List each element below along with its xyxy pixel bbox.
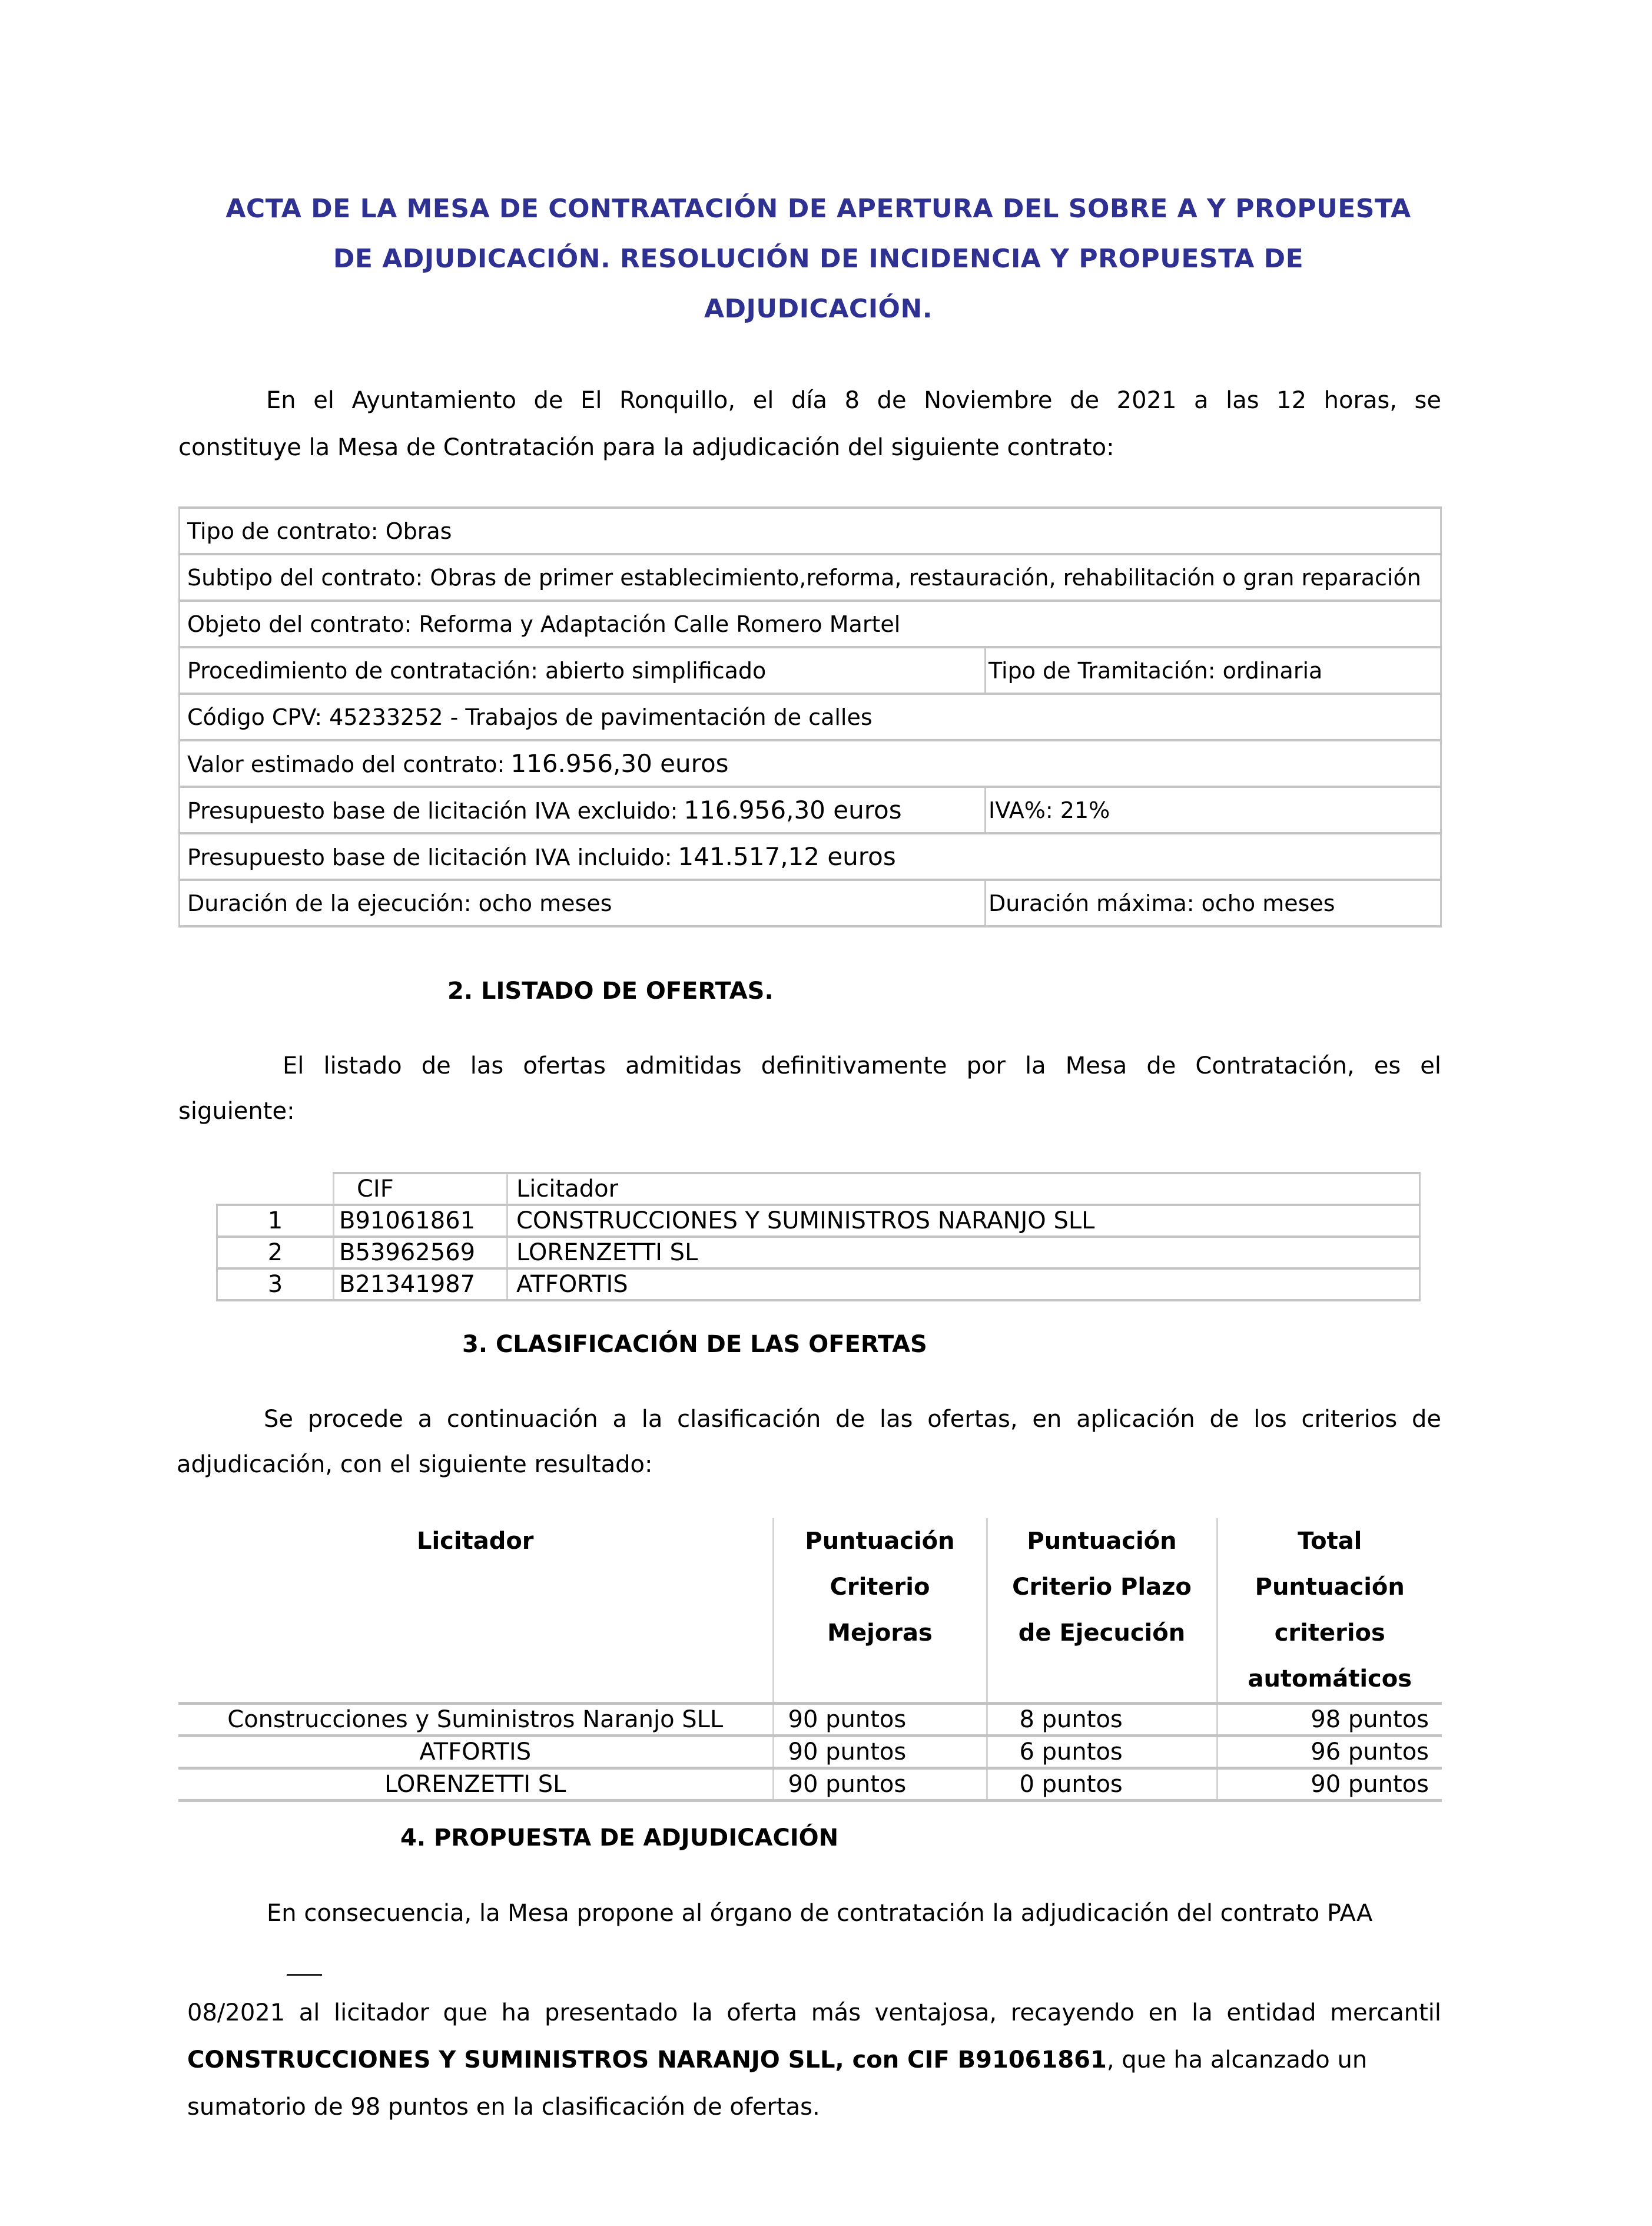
score-header-mejoras-line: Mejoras xyxy=(827,1619,933,1647)
contract-row-tipo xyxy=(180,508,1441,554)
section-2-heading: 2. LISTADO DE OFERTAS. xyxy=(447,978,774,1005)
contract-pbl-incluido xyxy=(180,833,1441,880)
contract-valor xyxy=(180,740,1441,787)
contract-pbl-incluido-amount: 141.517,12 euros xyxy=(678,842,896,871)
bidders-table-header xyxy=(217,1173,1420,1205)
contract-tramitacion: Tipo de Tramitación: ordinaria xyxy=(986,647,1441,694)
bidder-cif: B21341987 xyxy=(334,1268,507,1300)
document-title-line-3: ADJUDICACIÓN. xyxy=(704,294,933,324)
table-row xyxy=(217,1205,1420,1237)
contract-objeto: Objeto del contrato: Reforma y Adaptación Calle Romero Martel xyxy=(180,601,1441,647)
section-4-heading: 4. PROPUESTA DE ADJUDICACIÓN xyxy=(400,1824,839,1851)
contract-cpv: Código CPV: 45233252 - Trabajos de pavimentación de calles xyxy=(180,694,1441,740)
section-3-paragraph-line-1: Se procede a continuación a la clasificación de las ofertas, en aplicación de los criterios de xyxy=(264,1406,1441,1433)
awardee-name-cif: CONSTRUCCIONES Y SUMINISTROS NARANJO SLL, con CIF B91061861 xyxy=(187,2046,1107,2073)
score-licitador: Construcciones y Suministros Naranjo SLL xyxy=(178,1704,773,1736)
contract-row-duracion xyxy=(180,880,1441,926)
bidder-number: 1 xyxy=(217,1205,334,1237)
score-header-total-line: Total xyxy=(1298,1528,1362,1555)
score-plazo: 0 puntos xyxy=(987,1768,1217,1801)
score-licitador: ATFORTIS xyxy=(178,1736,773,1768)
bidder-name: ATFORTIS xyxy=(507,1268,1420,1300)
score-header-total-line: Puntuación xyxy=(1255,1574,1405,1601)
contract-row-subtipo xyxy=(180,554,1441,601)
score-header-plazo-line: de Ejecución xyxy=(1018,1619,1186,1647)
contract-iva: IVA%: 21% xyxy=(986,787,1441,833)
offers-classification-table xyxy=(178,1518,1442,1802)
score-header-plazo-line: Puntuación xyxy=(1027,1528,1177,1555)
score-total: 96 puntos xyxy=(1217,1736,1442,1768)
score-header-mejoras-line: Puntuación xyxy=(805,1528,955,1555)
intro-paragraph-line-2: constituye la Mesa de Contratación para la adjudicación del siguiente contrato: xyxy=(178,434,1114,461)
final-paragraph-line-2-rest: , que ha alcanzado un xyxy=(1106,2046,1368,2073)
score-header-mejoras xyxy=(773,1518,987,1704)
bidder-number: 3 xyxy=(217,1268,334,1300)
score-header-licitador xyxy=(178,1518,773,1704)
bidders-header-licitador: Licitador xyxy=(507,1173,1420,1205)
score-header-plazo-line: Criterio Plazo xyxy=(1012,1574,1192,1601)
contract-pbl-incluido-label: Presupuesto base de licitación IVA incluido: xyxy=(187,844,672,870)
contract-row-procedimiento xyxy=(180,647,1441,694)
contract-pbl-excluido-amount: 116.956,30 euros xyxy=(684,796,902,824)
final-paragraph-line-3: sumatorio de 98 puntos en la clasificación de ofertas. xyxy=(187,2094,820,2121)
contract-valor-label: Valor estimado del contrato: xyxy=(187,751,505,777)
contract-procedimiento: Procedimiento de contratación: abierto simplificado xyxy=(180,647,986,694)
intro-paragraph-line-1: En el Ayuntamiento de El Ronquillo, el día 8 de Noviembre de 2021 a las 12 horas, se xyxy=(266,387,1441,414)
table-row xyxy=(178,1768,1442,1801)
score-licitador: LORENZETTI SL xyxy=(178,1768,773,1801)
bidder-name: LORENZETTI SL xyxy=(507,1237,1420,1268)
score-total: 98 puntos xyxy=(1217,1704,1442,1736)
section-2-paragraph-line-2: siguiente: xyxy=(178,1098,295,1125)
contract-row-pbl-excluido xyxy=(180,787,1441,833)
table-row xyxy=(217,1237,1420,1268)
section-3-heading: 3. CLASIFICACIÓN DE LAS OFERTAS xyxy=(462,1331,927,1358)
contract-valor-amount: 116.956,30 euros xyxy=(510,749,729,778)
footnote-separator xyxy=(287,1974,322,1976)
bidder-name: CONSTRUCCIONES Y SUMINISTROS NARANJO SLL xyxy=(507,1205,1420,1237)
bidders-header-cif: CIF xyxy=(334,1173,507,1205)
score-header-total xyxy=(1217,1518,1442,1704)
contract-pbl-excluido xyxy=(180,787,986,833)
score-mejoras: 90 puntos xyxy=(773,1736,987,1768)
contract-tipo: Tipo de contrato: Obras xyxy=(180,508,1441,554)
contract-details-table xyxy=(178,506,1442,928)
contract-row-cpv xyxy=(180,694,1441,740)
score-header-licitador-text: Licitador xyxy=(416,1528,534,1555)
contract-row-objeto xyxy=(180,601,1441,647)
score-total: 90 puntos xyxy=(1217,1768,1442,1801)
bidder-cif: B91061861 xyxy=(334,1205,507,1237)
document-title-line-2: DE ADJUDICACIÓN. RESOLUCIÓN DE INCIDENCIA Y PROPUESTA DE xyxy=(333,244,1304,274)
section-4-paragraph-line-1: En consecuencia, la Mesa propone al órgano de contratación la adjudicación del contrato PAA xyxy=(267,1900,1373,1927)
section-2-paragraph-line-1: El listado de las ofertas admitidas definitivamente por la Mesa de Contratación, es el xyxy=(283,1052,1441,1079)
table-row xyxy=(217,1268,1420,1300)
table-row xyxy=(178,1704,1442,1736)
score-header-total-line: criterios xyxy=(1274,1619,1385,1647)
score-header-plazo xyxy=(987,1518,1217,1704)
bidder-number: 2 xyxy=(217,1237,334,1268)
score-mejoras: 90 puntos xyxy=(773,1768,987,1801)
contract-row-pbl-incluido xyxy=(180,833,1441,880)
score-header-mejoras-line: Criterio xyxy=(830,1574,930,1601)
table-row xyxy=(178,1736,1442,1768)
bidders-header-empty xyxy=(217,1173,334,1205)
score-plazo: 6 puntos xyxy=(987,1736,1217,1768)
contract-subtipo: Subtipo del contrato: Obras de primer establecimiento,reforma, restauración, rehabilitación o gran reparación xyxy=(180,554,1441,601)
score-plazo: 8 puntos xyxy=(987,1704,1217,1736)
contract-duracion: Duración de la ejecución: ocho meses xyxy=(180,880,986,926)
bidder-cif: B53962569 xyxy=(334,1237,507,1268)
final-paragraph-line-2 xyxy=(187,2045,1441,2075)
final-paragraph-line-1: 08/2021 al licitador que ha presentado la oferta más ventajosa, recayendo en la entidad mercantil xyxy=(187,1999,1441,2026)
document-title-line-1: ACTA DE LA MESA DE CONTRATACIÓN DE APERTURA DEL SOBRE A Y PROPUESTA xyxy=(225,194,1411,224)
score-mejoras: 90 puntos xyxy=(773,1704,987,1736)
contract-duracion-maxima: Duración máxima: ocho meses xyxy=(986,880,1441,926)
score-header-total-line: automáticos xyxy=(1248,1665,1412,1692)
contract-pbl-excluido-label: Presupuesto base de licitación IVA excluido: xyxy=(187,798,678,824)
section-3-paragraph-line-2: adjudicación, con el siguiente resultado: xyxy=(177,1451,653,1478)
bidders-list-table xyxy=(216,1172,1421,1301)
score-table-header xyxy=(178,1518,1442,1704)
contract-row-valor xyxy=(180,740,1441,787)
